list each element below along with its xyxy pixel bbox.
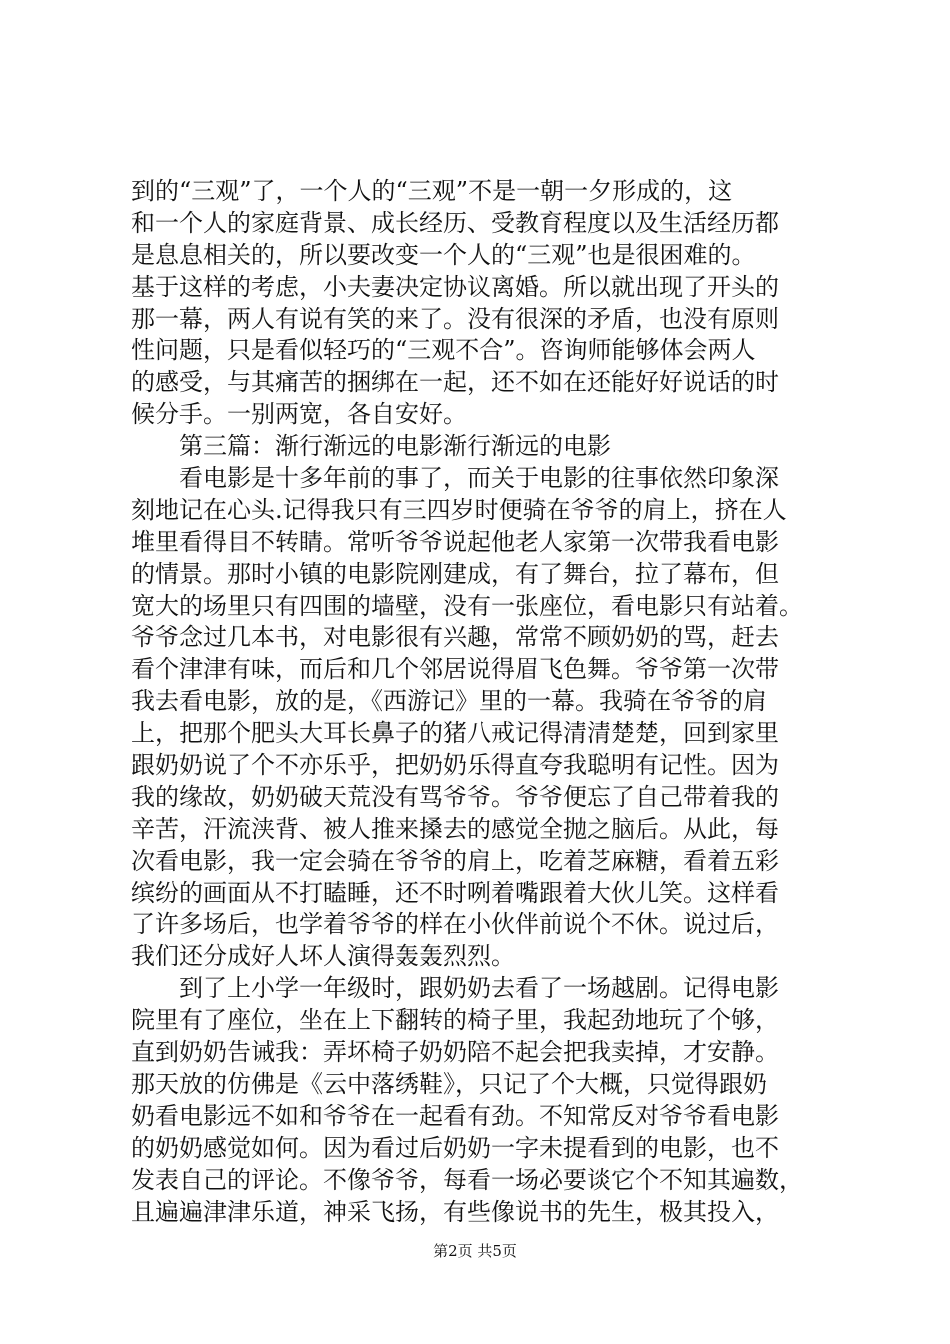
text-line: 发表自己的评论。不像爷爷，每看一场必要谈它个不知其遍数， <box>131 1165 803 1194</box>
text-line: 的奶奶感觉如何。因为看过后奶奶一字未提看到的电影，也不 <box>131 1133 779 1162</box>
text-line: 到了上小学一年级时，跟奶奶去看了一场越剧。记得电影 <box>131 974 779 1003</box>
text-line: 次看电影，我一定会骑在爷爷的肩上，吃着芝麻糖，看着五彩 <box>131 846 779 875</box>
text-line: 的感受，与其痛苦的捆绑在一起，还不如在还能好好说话的时 <box>131 368 779 397</box>
text-line: 是息息相关的，所以要改变一个人的“三观”也是很困难的。 <box>131 240 756 269</box>
text-line: 的情景。那时小镇的电影院刚建成，有了舞台，拉了幕布，但 <box>131 559 779 588</box>
text-line: 候分手。一别两宽，各自安好。 <box>131 400 467 429</box>
text-line: 跟奶奶说了个不亦乐乎，把奶奶乐得直夸我聪明有记性。因为 <box>131 751 779 780</box>
text-line: 到的“三观”了，一个人的“三观”不是一朝一夕形成的，这 <box>131 177 733 205</box>
text-line: 刻地记在心头.记得我只有三四岁时便骑在爷爷的肩上，挤在人 <box>131 495 787 524</box>
text-line: 我们还分成好人坏人演得轰轰烈烈。 <box>131 942 515 971</box>
text-line: 性问题，只是看似轻巧的“三观不合”。咨询师能够体会两人 <box>131 336 756 365</box>
text-line: 堆里看得目不转睛。常听爷爷说起他老人家第一次带我看电影 <box>131 527 779 556</box>
page-number-footer: 第2页 共5页 <box>433 1242 517 1260</box>
text-line: 那天放的仿佛是《云中落绣鞋》，只记了个大概，只觉得跟奶 <box>131 1069 767 1098</box>
text-line: 和一个人的家庭背景、成长经历、受教育程度以及生活经历都 <box>131 208 779 237</box>
text-line: 院里有了座位，坐在上下翻转的椅子里，我起劲地玩了个够， <box>131 1006 779 1035</box>
document-body <box>131 176 831 1228</box>
text-line: 看个津津有味，而后和几个邻居说得眉飞色舞。爷爷第一次带 <box>131 655 779 684</box>
text-line: 我去看电影，放的是，《西游记》里的一幕。我骑在爷爷的肩 <box>131 687 767 716</box>
text-line: 我的缘故，奶奶破天荒没有骂爷爷。爷爷便忘了自己带着我的 <box>131 782 779 811</box>
text-line: 且遍遍津津乐道，神采飞扬，有些像说书的先生，极其投入， <box>131 1197 779 1226</box>
text-line: 辛苦，汗流浃背、被人推来搡去的感觉全抛之脑后。从此，每 <box>131 814 779 843</box>
text-line: 宽大的场里只有四围的墙壁，没有一张座位，看电影只有站着。 <box>131 591 803 620</box>
text-line: 直到奶奶告诫我：弄坏椅子奶奶陪不起会把我卖掉，才安静。 <box>131 1038 779 1067</box>
text-line: 基于这样的考虑，小夫妻决定协议离婚。所以就出现了开头的 <box>131 272 779 301</box>
text-line: 了许多场后，也学着爷爷的样在小伙伴前说个不休。说过后， <box>131 910 779 939</box>
text-line: 第三篇：渐行渐远的电影渐行渐远的电影 <box>131 432 611 461</box>
text-line: 爷爷念过几本书，对电影很有兴趣，常常不顾奶奶的骂，赶去 <box>131 623 779 652</box>
text-line: 那一幕，两人有说有笑的来了。没有很深的矛盾，也没有原则 <box>131 304 779 333</box>
text-line: 上，把那个肥头大耳长鼻子的猪八戒记得清清楚楚，回到家里 <box>131 719 779 748</box>
text-line: 奶看电影远不如和爷爷在一起看有劲。不知常反对爷爷看电影 <box>131 1101 779 1130</box>
text-line: 缤纷的画面从不打瞌睡，还不时咧着嘴跟着大伙儿笑。这样看 <box>131 878 779 907</box>
text-line: 看电影是十多年前的事了，而关于电影的往事依然印象深 <box>131 464 779 493</box>
